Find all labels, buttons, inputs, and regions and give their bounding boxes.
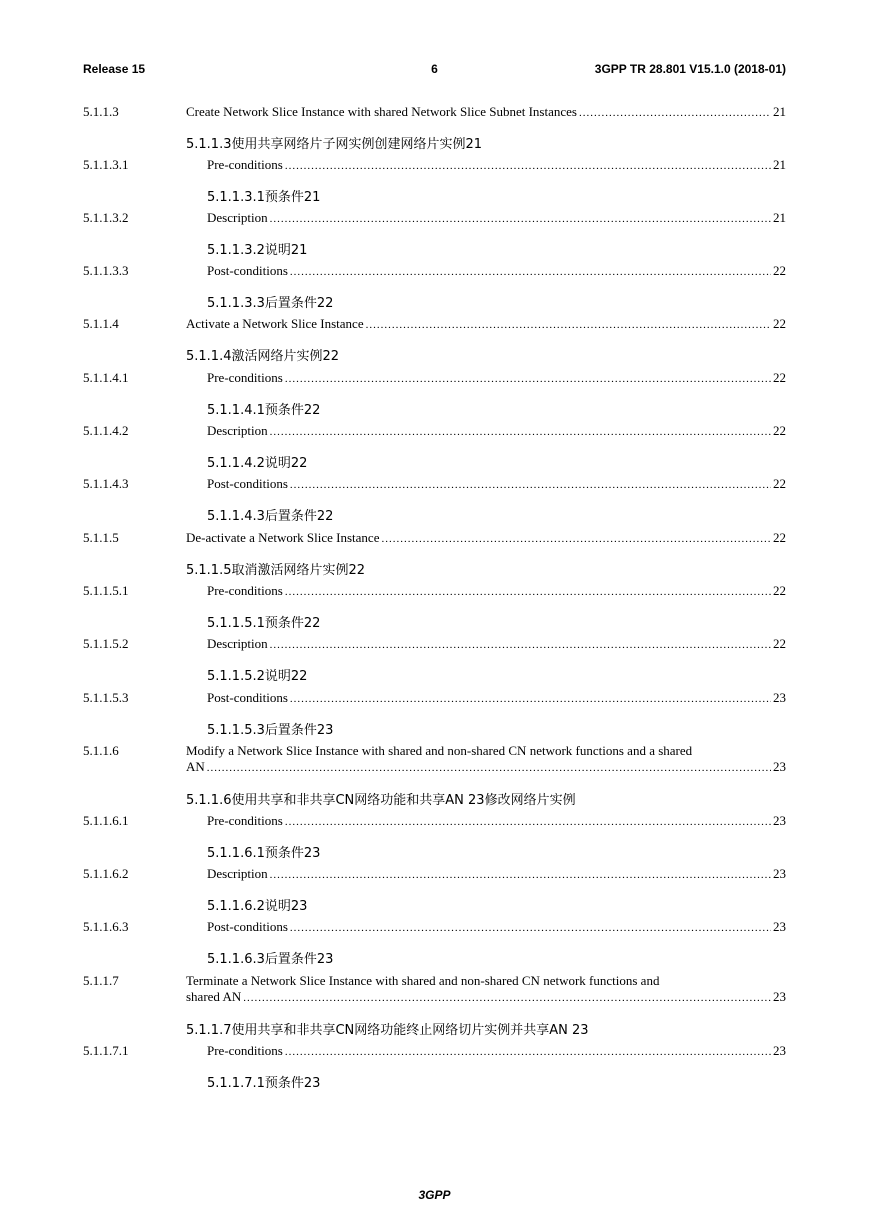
- toc-line[interactable]: [83, 813, 786, 829]
- toc-line[interactable]: [83, 316, 786, 332]
- toc-translation: 5.1.1.4.2说明22: [207, 456, 308, 471]
- toc-title-line1: Terminate a Network Slice Instance with shared and non-shared CN network functions and: [186, 973, 660, 988]
- toc-title: Create Network Slice Instance with shared Network Slice Subnet Instances: [186, 104, 577, 119]
- toc-title: Pre-conditions: [207, 813, 283, 828]
- toc-line[interactable]: [83, 157, 786, 173]
- toc-page: 22: [773, 636, 786, 651]
- toc-number: 5.1.1.6.2: [83, 866, 129, 881]
- toc-translation: 5.1.1.6.1预条件23: [207, 846, 321, 861]
- toc-entry: [83, 636, 786, 690]
- toc-entry: [83, 866, 786, 919]
- document-id: 3GPP TR 28.801 V15.1.0 (2018-01): [594, 62, 786, 76]
- toc-translation: 5.1.1.5取消激活网络片实例22: [186, 563, 366, 578]
- toc-line[interactable]: [83, 583, 786, 599]
- toc-entry: [83, 530, 786, 583]
- toc-page: 22: [773, 316, 786, 331]
- toc-entry: [83, 813, 786, 866]
- toc-line[interactable]: [83, 1043, 786, 1059]
- toc-line[interactable]: [83, 919, 786, 935]
- toc-number: 5.1.1.3.2: [83, 210, 129, 225]
- toc-entry: [83, 476, 786, 530]
- toc-entry: [83, 104, 786, 157]
- toc-title: Description: [207, 423, 268, 438]
- toc-number: 5.1.1.3: [83, 104, 119, 119]
- toc-translation: 5.1.1.7使用共享和非共享CN网络功能终止网络切片实例并共享AN 23: [186, 1023, 589, 1038]
- toc-translation: 5.1.1.4激活网络片实例22: [186, 349, 340, 364]
- toc-page: 23: [773, 919, 786, 934]
- toc-line[interactable]: [83, 530, 786, 546]
- toc-entry: [83, 263, 786, 316]
- toc-translation: 5.1.1.4.3后置条件22: [207, 509, 334, 524]
- toc-title-line1: Modify a Network Slice Instance with shared and non-shared CN network functions and a shared: [186, 743, 693, 758]
- toc-title: Post-conditions: [207, 690, 288, 705]
- toc-entry: [83, 1043, 786, 1096]
- toc-entry: [83, 583, 786, 636]
- toc-title: Post-conditions: [207, 919, 288, 934]
- toc-line[interactable]: [83, 636, 786, 652]
- toc-entry: [83, 210, 786, 263]
- toc-page: 21: [773, 157, 786, 172]
- toc-page: 23: [773, 813, 786, 828]
- toc-page: 23: [773, 989, 786, 1004]
- toc-line[interactable]: [83, 423, 786, 439]
- toc-page: 22: [773, 370, 786, 385]
- release-label: Release 15: [83, 62, 146, 76]
- toc-translation: 5.1.1.3.3后置条件22: [207, 296, 334, 311]
- toc-page: 22: [773, 263, 786, 278]
- toc-number: 5.1.1.7: [83, 973, 119, 988]
- toc-page: 23: [773, 866, 786, 881]
- toc-translation: 5.1.1.7.1预条件23: [207, 1076, 321, 1091]
- toc-entry: [83, 316, 786, 370]
- toc-line[interactable]: [83, 690, 786, 706]
- toc-translation: 5.1.1.4.1预条件22: [207, 403, 321, 418]
- toc-line[interactable]: [83, 210, 786, 226]
- toc-line[interactable]: [83, 370, 786, 386]
- page-footer: 3GPP: [418, 1188, 451, 1202]
- toc-line-1[interactable]: [83, 973, 786, 989]
- toc-entry: [83, 423, 786, 476]
- toc-title: Pre-conditions: [207, 583, 283, 598]
- toc-line[interactable]: [83, 263, 786, 279]
- toc-number: 5.1.1.4.1: [83, 370, 129, 385]
- toc-title: Pre-conditions: [207, 1043, 283, 1058]
- toc-entry: [83, 919, 786, 973]
- toc-number: 5.1.1.6.3: [83, 919, 129, 934]
- toc-title: Description: [207, 866, 268, 881]
- toc-translation: 5.1.1.5.2说明22: [207, 669, 308, 684]
- page-number: 6: [431, 62, 438, 76]
- toc-number: 5.1.1.6.1: [83, 813, 129, 828]
- toc-translation: 5.1.1.3使用共享网络片子网实例创建网络片实例21: [186, 137, 483, 152]
- toc-line[interactable]: [83, 866, 786, 882]
- toc-title: Pre-conditions: [207, 370, 283, 385]
- toc-page: 23: [773, 1043, 786, 1058]
- page-header: [83, 62, 786, 78]
- toc-translation: 5.1.1.6使用共享和非共享CN网络功能和共享AN 23修改网络片实例: [186, 793, 576, 808]
- toc-line-1[interactable]: [83, 743, 786, 759]
- toc-title: De-activate a Network Slice Instance: [186, 530, 380, 545]
- toc-number: 5.1.1.5.3: [83, 690, 129, 705]
- toc-title: Post-conditions: [207, 476, 288, 491]
- toc-page: 22: [773, 583, 786, 598]
- toc-number: 5.1.1.3.3: [83, 263, 129, 278]
- toc-line[interactable]: [83, 476, 786, 492]
- toc-entry: [83, 973, 786, 1043]
- toc-title: Description: [207, 210, 268, 225]
- toc-number: 5.1.1.6: [83, 743, 119, 758]
- toc-page: 21: [773, 104, 786, 119]
- toc-page: 23: [773, 759, 786, 774]
- toc-number: 5.1.1.5: [83, 530, 119, 545]
- toc-translation: 5.1.1.5.3后置条件23: [207, 723, 334, 738]
- table-of-contents: [83, 104, 786, 1096]
- toc-number: 5.1.1.5.2: [83, 636, 129, 651]
- toc-number: 5.1.1.4.2: [83, 423, 129, 438]
- toc-number: 5.1.1.3.1: [83, 157, 129, 172]
- toc-title: shared AN: [186, 989, 242, 1004]
- toc-line[interactable]: [83, 104, 786, 120]
- toc-title: Activate a Network Slice Instance: [186, 316, 364, 331]
- toc-title: Post-conditions: [207, 263, 288, 278]
- toc-line-2[interactable]: [83, 759, 786, 775]
- toc-entry: [83, 743, 786, 813]
- toc-translation: 5.1.1.5.1预条件22: [207, 616, 321, 631]
- toc-title: Pre-conditions: [207, 157, 283, 172]
- toc-translation: 5.1.1.6.2说明23: [207, 899, 308, 914]
- toc-number: 5.1.1.7.1: [83, 1043, 129, 1058]
- toc-page: 22: [773, 530, 786, 545]
- toc-page: 22: [773, 423, 786, 438]
- toc-entry: [83, 370, 786, 423]
- toc-number: 5.1.1.5.1: [83, 583, 129, 598]
- toc-page: 23: [773, 690, 786, 705]
- toc-page: 21: [773, 210, 786, 225]
- toc-page: 22: [773, 476, 786, 491]
- toc-number: 5.1.1.4.3: [83, 476, 129, 491]
- toc-number: 5.1.1.4: [83, 316, 119, 331]
- toc-line-2[interactable]: [83, 989, 786, 1005]
- toc-entry: [83, 157, 786, 210]
- toc-translation: 5.1.1.3.2说明21: [207, 243, 308, 258]
- toc-translation: 5.1.1.6.3后置条件23: [207, 952, 334, 967]
- toc-entry: [83, 690, 786, 743]
- toc-translation: 5.1.1.3.1预条件21: [207, 190, 321, 205]
- toc-title: AN: [186, 759, 205, 774]
- toc-title: Description: [207, 636, 268, 651]
